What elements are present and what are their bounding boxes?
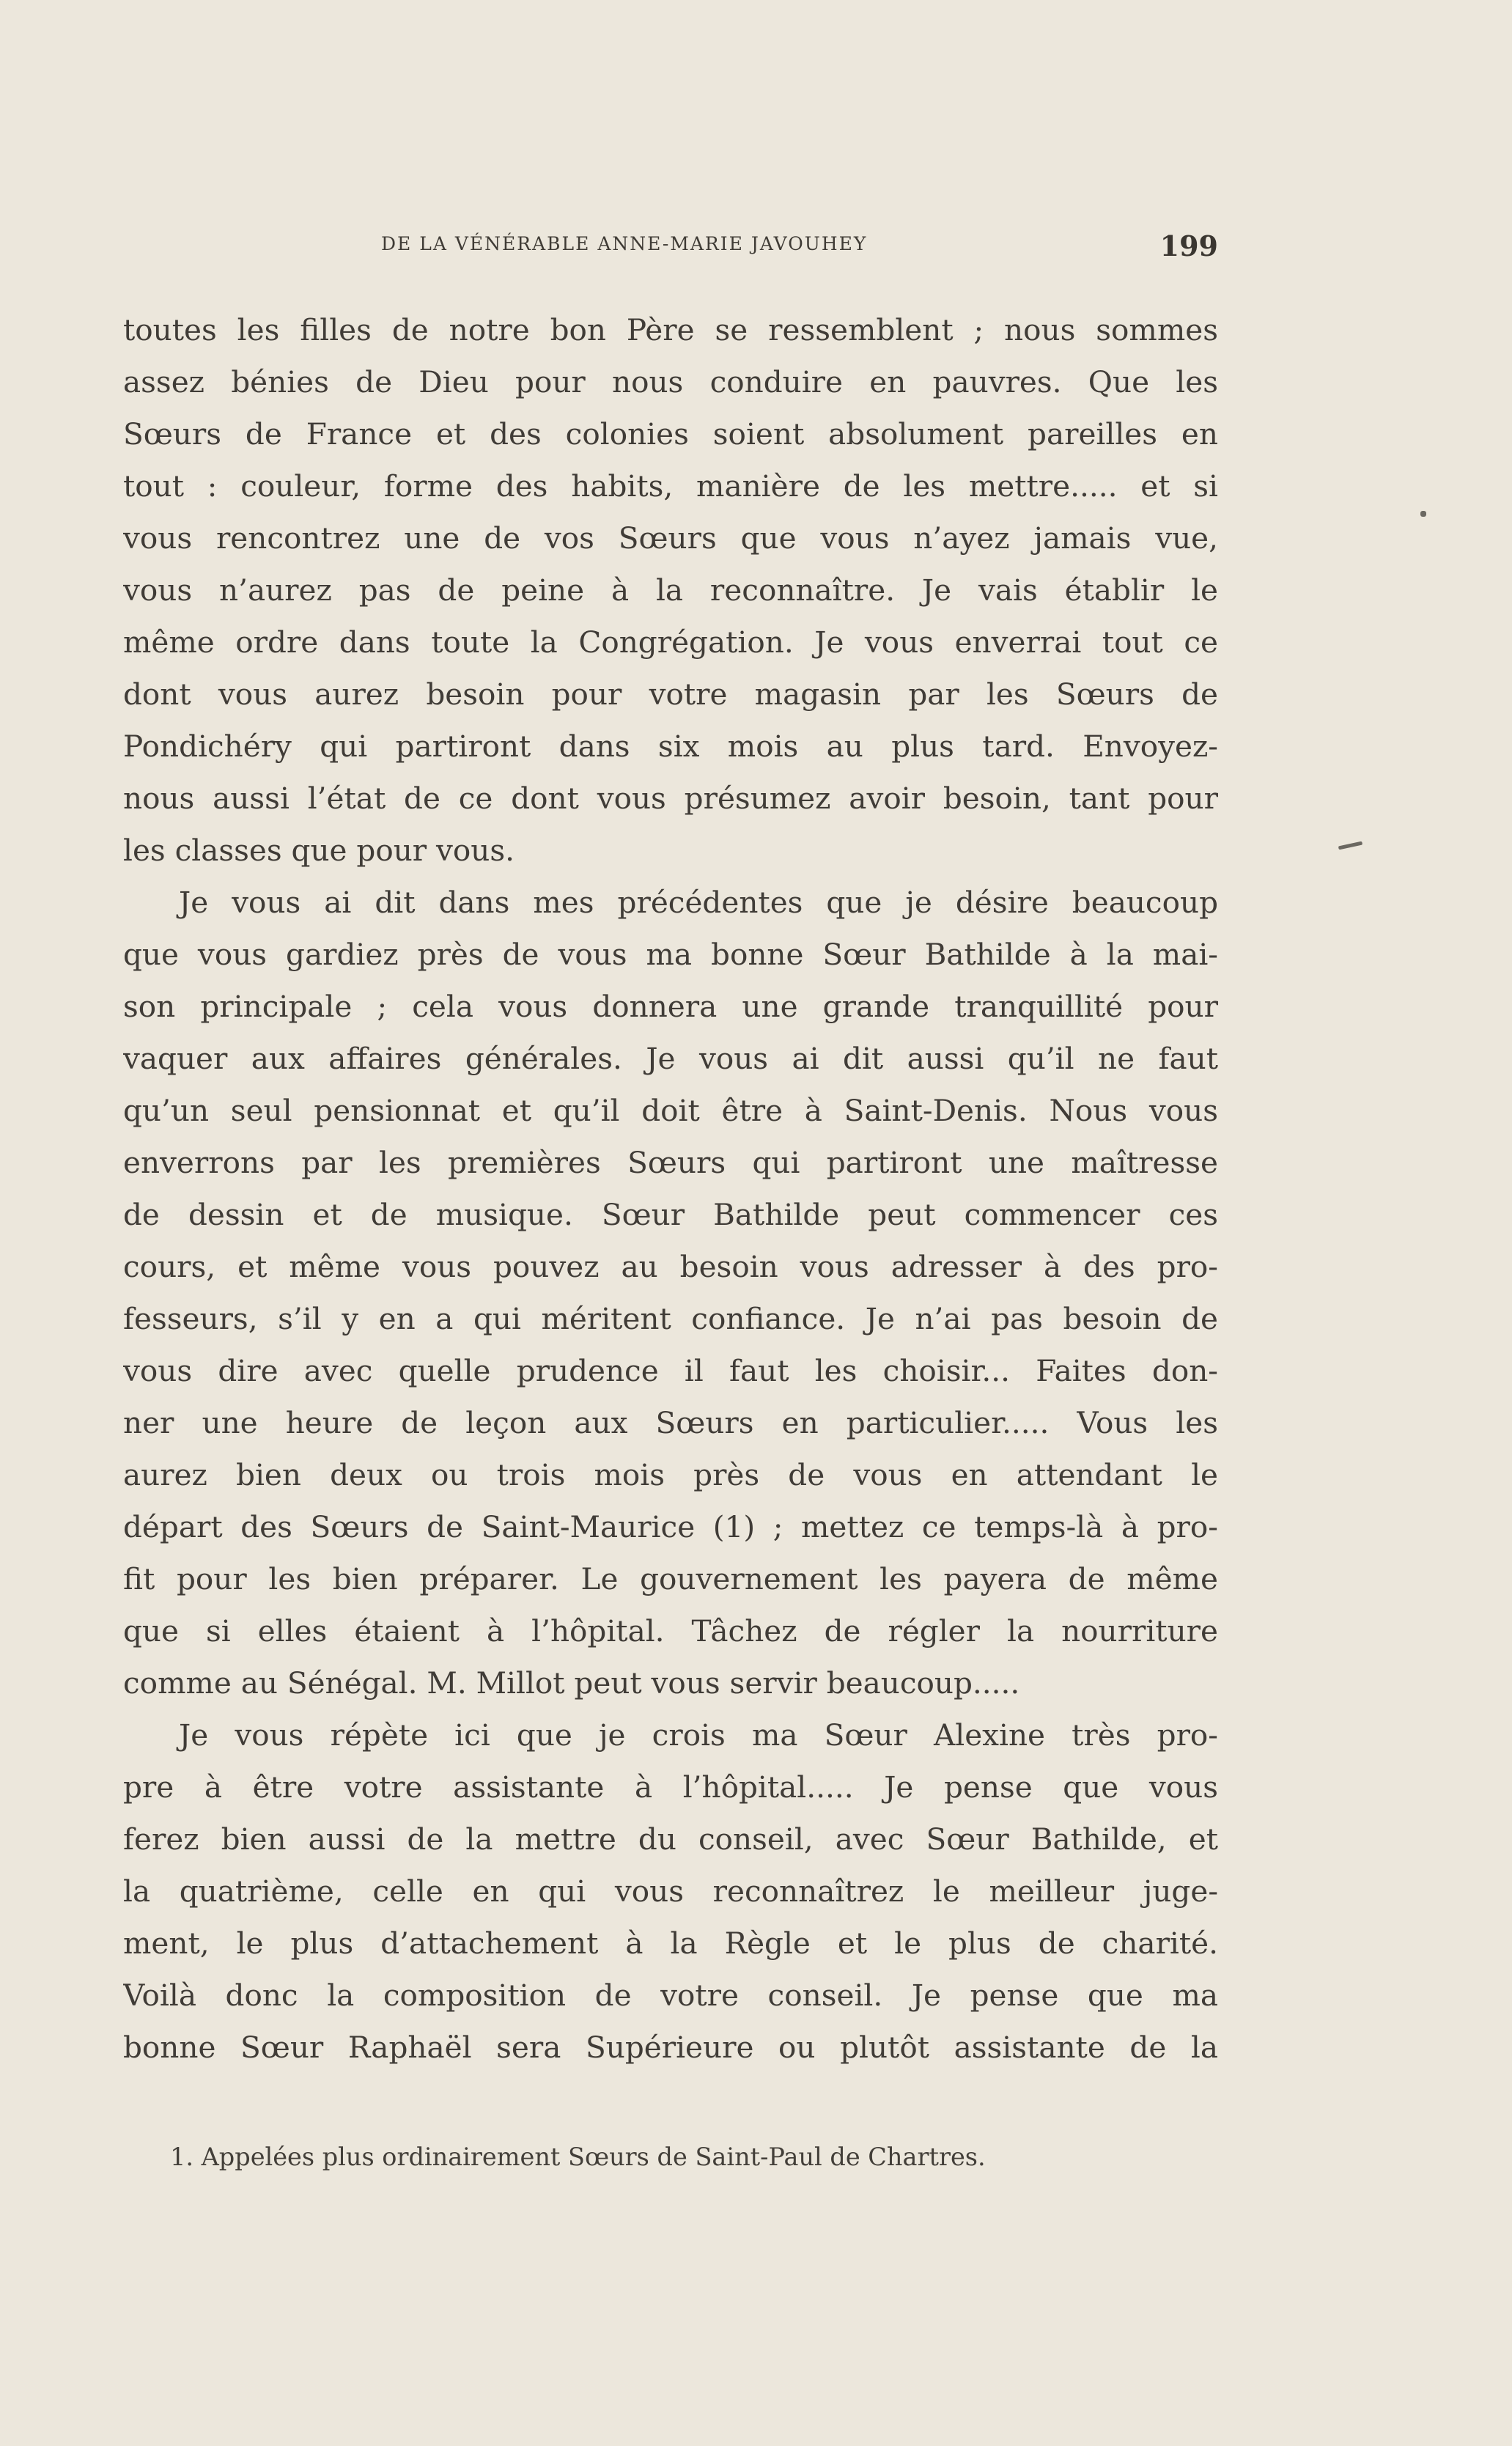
text-line: fit pour les bien préparer. Le gouvernement les payera de même xyxy=(123,1561,1218,1596)
text-line: de dessin et de musique. Sœur Bathilde peut commencer ces xyxy=(123,1197,1218,1232)
page-number: 199 xyxy=(1159,229,1218,262)
text-line: son principale ; cela vous donnera une grande tranquillité pour xyxy=(123,989,1218,1024)
text-line: Je vous répète ici que je crois ma Sœur Alexine très pro- xyxy=(179,1717,1218,1753)
text-line: vous n’aurez pas de peine à la reconnaître. Je vais établir le xyxy=(123,572,1218,608)
text-line: cours, et même vous pouvez au besoin vous adresser à des pro- xyxy=(123,1249,1218,1284)
ink-speck xyxy=(1420,511,1426,517)
text-line: que si elles étaient à l’hôpital. Tâchez de régler la nourriture xyxy=(123,1613,1218,1649)
text-line: ferez bien aussi de la mettre du conseil, avec Sœur Bathilde, et xyxy=(123,1821,1218,1857)
text-line: vaquer aux affaires générales. Je vous ai dit aussi qu’il ne faut xyxy=(123,1041,1218,1076)
text-line: aurez bien deux ou trois mois près de vous en attendant le xyxy=(123,1457,1218,1492)
text-line: nous aussi l’état de ce dont vous présumez avoir besoin, tant pour xyxy=(123,781,1218,816)
text-line: pre à être votre assistante à l’hôpital..... Je pense que vous xyxy=(123,1769,1218,1805)
text-line: Sœurs de France et des colonies soient absolument pareilles en xyxy=(123,416,1218,452)
body-text xyxy=(123,304,1218,2074)
running-title: DE LA VÉNÉRABLE ANNE-MARIE JAVOUHEY xyxy=(381,233,868,254)
text-line: Pondichéry qui partiront dans six mois au plus tard. Envoyez- xyxy=(123,729,1218,764)
text-line: qu’un seul pensionnat et qu’il doit être à Saint-Denis. Nous vous xyxy=(123,1093,1218,1128)
text-line: que vous gardiez près de vous ma bonne Sœur Bathilde à la mai- xyxy=(123,937,1218,972)
text-line: Je vous ai dit dans mes précédentes que je désire beaucoup xyxy=(179,885,1218,920)
text-line: vous dire avec quelle prudence il faut les choisir... Faites don- xyxy=(123,1353,1218,1388)
text-line: les classes que pour vous. xyxy=(123,833,515,868)
text-line: départ des Sœurs de Saint-Maurice (1) ; mettez ce temps-là à pro- xyxy=(123,1509,1218,1544)
text-line: ment, le plus d’attachement à la Règle et le plus de charité. xyxy=(123,1926,1218,1961)
text-line: ner une heure de leçon aux Sœurs en particulier..... Vous les xyxy=(123,1405,1218,1440)
text-line: toutes les filles de notre bon Père se ressemblent ; nous sommes xyxy=(123,312,1218,347)
text-line: même ordre dans toute la Congrégation. Je vous enverrai tout ce xyxy=(123,625,1218,660)
text-line: fesseurs, s’il y en a qui méritent confiance. Je n’ai pas besoin de xyxy=(123,1301,1218,1336)
text-line: Voilà donc la composition de votre conseil. Je pense que ma xyxy=(123,1978,1218,2013)
text-line: enverrons par les premières Sœurs qui partiront une maîtresse xyxy=(123,1145,1218,1180)
text-line: assez bénies de Dieu pour nous conduire en pauvres. Que les xyxy=(123,364,1218,399)
text-line: vous rencontrez une de vos Sœurs que vous n’ayez jamais vue, xyxy=(123,520,1218,556)
text-line: la quatrième, celle en qui vous reconnaîtrez le meilleur juge- xyxy=(123,1874,1218,1909)
footnote: 1. Appelées plus ordinairement Sœurs de Saint-Paul de Chartres. xyxy=(170,2143,986,2171)
text-line: comme au Sénégal. M. Millot peut vous servir beaucoup..... xyxy=(123,1665,1020,1701)
text-line: dont vous aurez besoin pour votre magasin par les Sœurs de xyxy=(123,677,1218,712)
text-line: tout : couleur, forme des habits, manière de les mettre..... et si xyxy=(123,468,1218,504)
ink-speck xyxy=(1338,841,1362,850)
running-header xyxy=(381,229,1218,262)
text-line: bonne Sœur Raphaël sera Supérieure ou plutôt assistante de la xyxy=(123,2030,1218,2065)
